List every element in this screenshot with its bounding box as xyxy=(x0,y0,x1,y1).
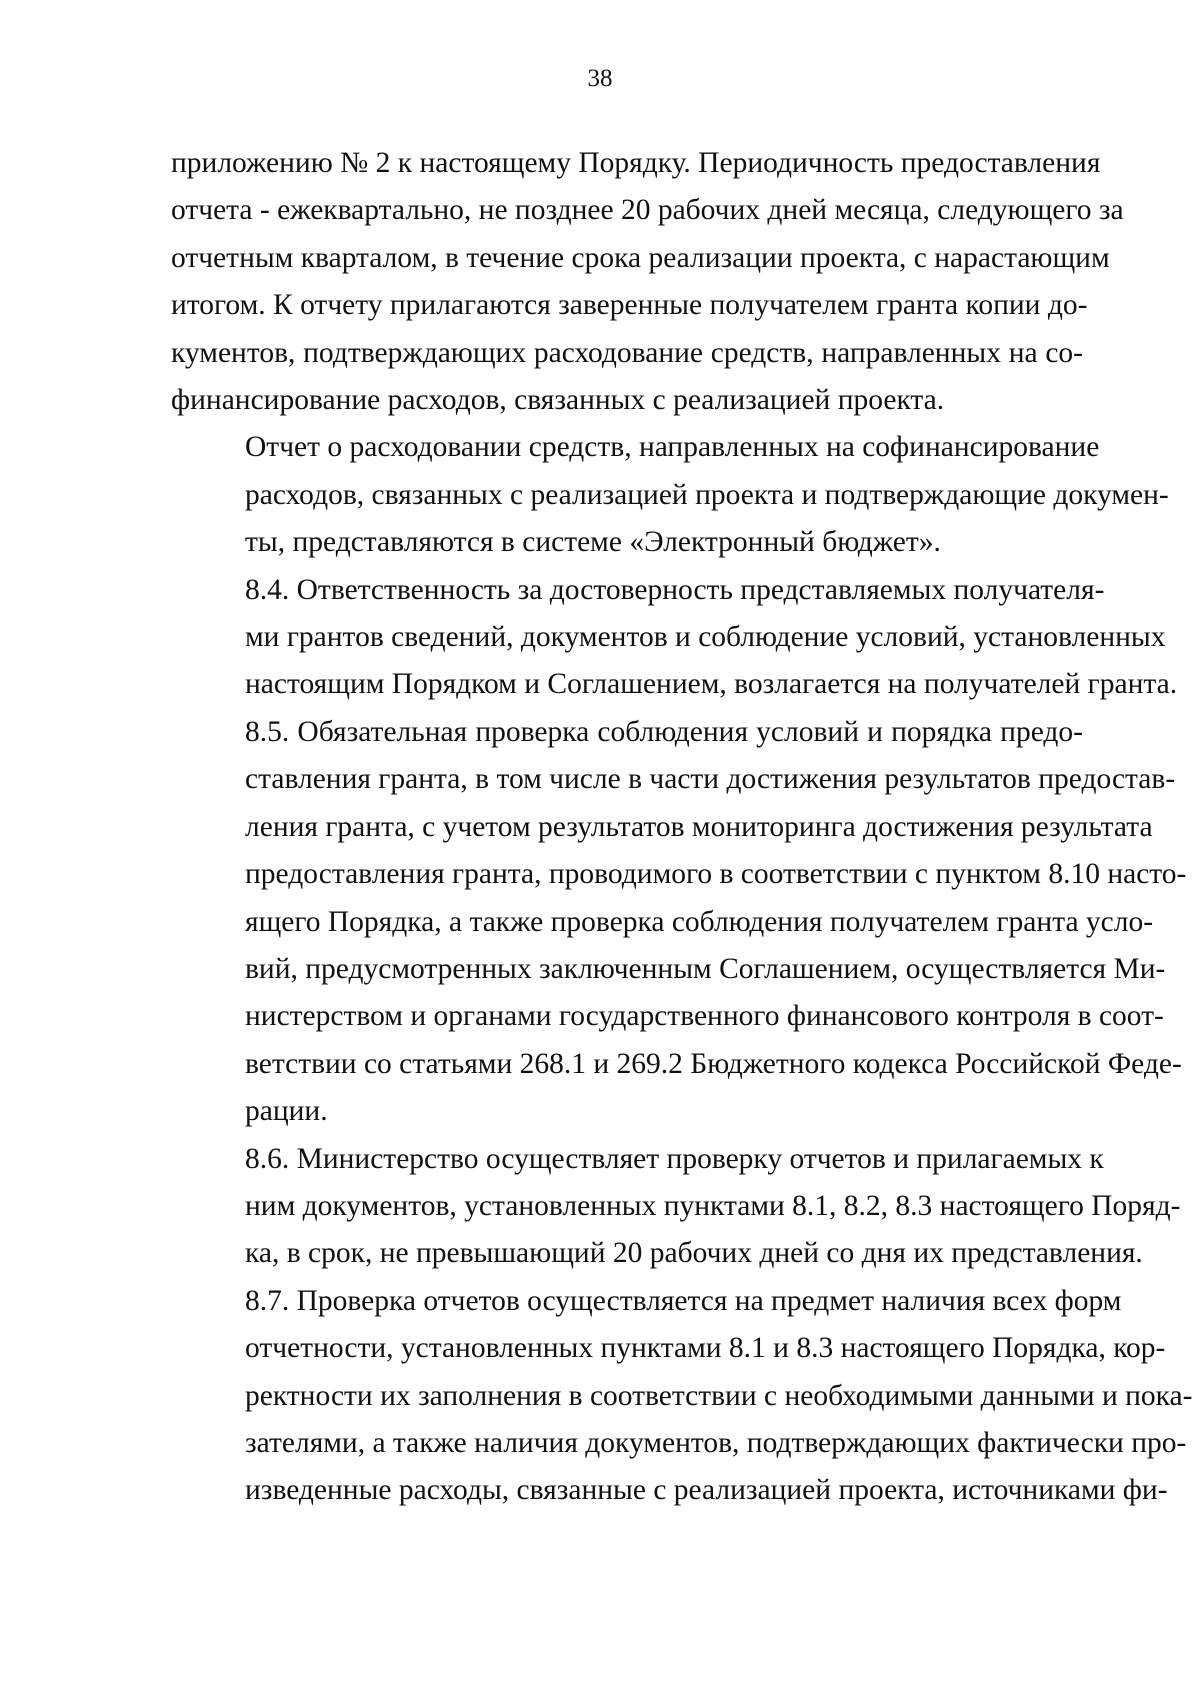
text-line: финансирование расходов, связанных с реализацией проекта. xyxy=(171,384,945,417)
text-line: итогом. К отчету прилагаются заверенные получателем гранта копии до- xyxy=(171,289,1088,322)
text-line: кументов, подтверждающих расходование средств, направленных на со- xyxy=(171,336,1083,369)
paragraph xyxy=(171,424,1169,566)
text-line: рации. xyxy=(245,1095,328,1128)
text-line: ящего Порядка, а также проверка соблюдения получателем гранта усло- xyxy=(245,905,1154,938)
text-line: настоящим Порядком и Соглашением, возлагается на получателей гранта. xyxy=(245,668,1178,701)
text-line: 8.5. Обязательная проверка соблюдения условий и порядка предо- xyxy=(245,715,1083,748)
text-line: ты, представляются в системе «Электронный бюджет». xyxy=(245,526,941,559)
text-line: 8.4. Ответственность за достоверность представляемых получателя- xyxy=(245,573,1105,606)
paragraph xyxy=(171,567,1178,709)
text-line: ления гранта, с учетом результатов мониторинга достижения результата xyxy=(245,810,1153,843)
text-line: зателями, а также наличия документов, подтверждающих фактически про- xyxy=(245,1426,1187,1459)
paragraph xyxy=(171,709,1187,1136)
text-line: расходов, связанных с реализацией проекта и подтверждающие докумен- xyxy=(245,478,1169,511)
text-line: ми грантов сведений, документов и соблюдение условий, установленных xyxy=(245,621,1166,654)
text-line: отчетным кварталом, в течение срока реализации проекта, с нарастающим xyxy=(171,241,1110,274)
text-line: ка, в срок, не превышающий 20 рабочих дней со дня их представления. xyxy=(245,1237,1143,1270)
paragraph xyxy=(171,1278,1193,1515)
paragraph xyxy=(171,140,1124,424)
text-line: отчетности, установленных пунктами 8.1 и 8.3 настоящего Порядка, кор- xyxy=(245,1332,1166,1365)
page-number: 38 xyxy=(587,65,613,92)
text-line: предоставления гранта, проводимого в соответствии с пунктом 8.10 насто- xyxy=(245,858,1187,891)
document-body xyxy=(171,140,1193,1515)
text-line: нистерством и органами государственного финансового контроля в соот- xyxy=(245,1000,1164,1033)
text-line: изведенные расходы, связанные с реализацией проекта, источниками фи- xyxy=(245,1474,1168,1507)
text-line: ставления гранта, в том числе в части достижения результатов предостав- xyxy=(245,763,1176,796)
text-line: ректности их заполнения в соответствии с необходимыми данными и пока- xyxy=(245,1379,1193,1412)
text-line: вий, предусмотренных заключенным Соглашением, осуществляется Ми- xyxy=(245,952,1166,985)
text-line: 8.7. Проверка отчетов осуществляется на предмет наличия всех форм xyxy=(245,1284,1122,1317)
text-line: ветствии со статьями 268.1 и 269.2 Бюджетного кодекса Российской Феде- xyxy=(245,1047,1182,1080)
text-line: ним документов, установленных пунктами 8.1, 8.2, 8.3 настоящего Поряд- xyxy=(245,1189,1181,1222)
text-line: приложению № 2 к настоящему Порядку. Периодичность предоставления xyxy=(171,147,1101,179)
text-line: Отчет о расходовании средств, направленных на софинансирование xyxy=(245,431,1100,464)
text-line: отчета - ежеквартально, не позднее 20 рабочих дней месяца, следующего за xyxy=(171,194,1124,227)
text-line: 8.6. Министерство осуществляет проверку отчетов и прилагаемых к xyxy=(245,1142,1104,1175)
paragraph xyxy=(171,1136,1181,1278)
